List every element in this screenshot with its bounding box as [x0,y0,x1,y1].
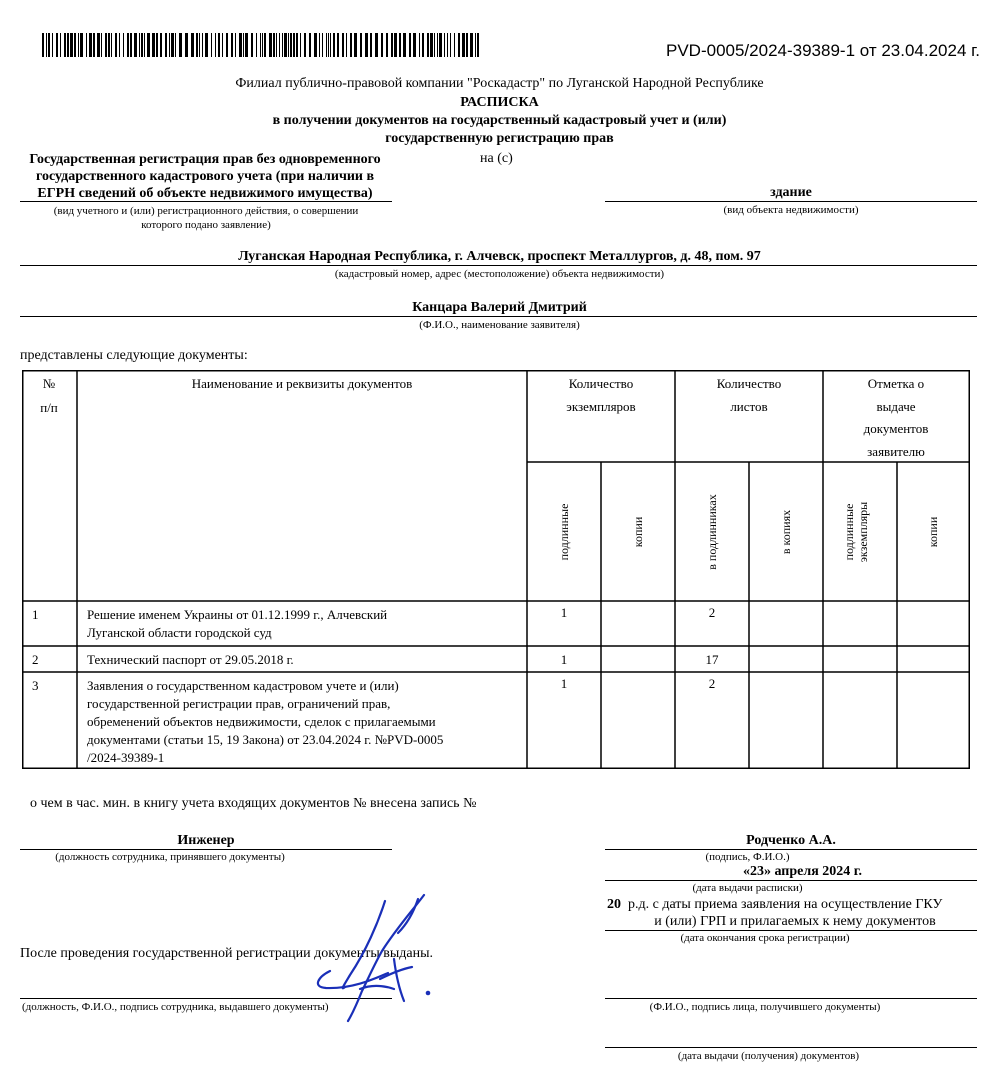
object-type-caption: (вид объекта недвижимости) [723,204,859,216]
barcode-bar [42,33,44,57]
barcode-bar [365,33,368,57]
sub-header-originals: подлинные [557,503,571,561]
registry-note: о чем в час. мин. в книгу учета входящих документов № внесена запись № [30,796,477,811]
deadline-days: 20 [607,897,621,912]
barcode-bar [462,33,465,57]
barcode-bar [454,33,455,57]
barcode-bar [330,33,331,57]
col-num-header: № [42,376,56,391]
action-caption: (вид учетного и (или) регистрационного действия, о совершении которого подано заявление) [53,205,359,231]
barcode-bar [141,33,143,57]
barcode-bar [243,33,244,57]
barcode-bar [196,33,198,57]
barcode-bar [222,33,223,57]
barcode-bar [97,33,100,57]
doc-number: PVD-0005/2024-39389-1 от 23.04.2024 г. [666,41,980,60]
barcode-bar [391,33,393,57]
after-registration-text: После проведения государственной регистрации документы выданы. [20,946,433,961]
barcode-bar [152,33,155,57]
barcode-bar [350,33,352,57]
table-row [32,652,719,667]
row-sheets-originals: 17 [705,652,719,667]
barcode-bar [386,33,388,57]
employee-position-underline [20,849,392,850]
barcode-bar [78,33,79,57]
deadline-text-line2: и (или) ГРП и прилагаемых к нему документов [654,914,936,929]
row-sheets-originals: 2 [708,605,716,620]
barcode-bar [56,33,58,57]
barcode-bar [279,33,280,57]
barcode-icon [42,33,482,57]
barcode-bar [260,33,261,57]
barcode-bar [215,33,216,57]
col-issue-mark-header-3: документов [863,421,929,436]
na-label: на (с) [480,151,513,166]
documents-intro: представлены следующие документы: [20,348,248,363]
barcode-bar [466,33,468,57]
object-type-underline [605,201,977,202]
barcode-bar [304,33,306,57]
barcode-bar [477,33,479,57]
col-copies-count-header-1: Количество [568,376,634,391]
table-row [32,676,715,765]
barcode-bar [46,33,47,57]
barcode-bar [144,33,145,57]
barcode-bar [346,33,347,57]
barcode-bar [475,33,476,57]
barcode-bar [147,33,150,57]
barcode-bar [179,33,182,57]
issuer-caption: (должность, Ф.И.О., подпись сотрудника, выдавшего документы) [22,1001,329,1013]
col-name-header: Наименование и реквизиты документов [191,376,413,391]
barcode-bar [111,33,112,57]
barcode-bar [403,33,406,57]
barcode-bar [169,33,170,57]
barcode-bar [282,33,283,57]
row-doc-name-line: Решение именем Украины от 01.12.1999 г., Алчевский [87,607,388,622]
row-doc-name-line: документами (статьи 15, 19 Закона) от 23.04.2024 г. №PVD-0005 [87,732,444,747]
barcode-bar [342,33,344,57]
col-issue-mark-header-2: выдаче [876,399,916,414]
employee-position: Инженер [177,833,235,848]
table-row [32,605,715,640]
deadline-underline [605,930,977,931]
barcode-bar [413,33,416,57]
barcode-bar [269,33,272,57]
barcode-bar [52,33,53,57]
barcode-bar [470,33,473,57]
receipt-date-underline [605,880,977,881]
receiver-caption: (Ф.И.О., подпись лица, получившего документы) [649,1001,881,1013]
barcode-bar [231,33,233,57]
barcode-bar [430,33,433,57]
barcode-bar [108,33,110,57]
barcode-bar [199,33,200,57]
barcode-bar [235,33,236,57]
row-num: 3 [32,678,39,693]
barcode-bar [437,33,438,57]
barcode-bar [375,33,378,57]
action-underline [20,201,392,202]
barcode-bar [256,33,257,57]
handwritten-signature-icon [300,893,460,1028]
barcode-bar [290,33,292,57]
barcode-bar [360,33,362,57]
col-sheets-count-header-1: Количество [716,376,782,391]
row-num: 2 [32,652,39,667]
barcode-bar [337,33,339,57]
row-doc-name-line: Заявления о государственном кадастровом учете и (или) [87,678,399,693]
barcode-bar [191,33,194,57]
barcode-bar [419,33,420,57]
row-doc-name-line: государственной регистрации прав, ограничений прав, [87,696,391,711]
barcode-bar [171,33,174,57]
barcode-bar [273,33,275,57]
barcode-bar [314,33,317,57]
col-copies-count-header-2: экземпляров [566,399,636,414]
barcode-bar [370,33,372,57]
barcode-bar [80,33,83,57]
sub-header-issued-originals-2: экземпляры [856,501,870,563]
barcode-bar [185,33,188,57]
barcode-bar [160,33,162,57]
barcode-bar [333,33,335,57]
sub-header-issued-originals-1: подлинные [842,503,856,561]
barcode-bar [276,33,277,57]
barcode-bar [427,33,429,57]
row-doc-name-line: /2024-39389-1 [87,750,165,765]
barcode-bar [105,33,107,57]
barcode-bar [175,33,176,57]
barcode-bar [115,33,117,57]
address-underline [20,265,977,266]
address-caption: (кадастровый номер, адрес (местоположение) объекта недвижимости) [334,268,665,280]
col-issue-mark-header-4: заявителю [867,444,925,459]
employee-position-caption: (должность сотрудника, принявшего документы) [55,851,285,863]
barcode-bar [444,33,445,57]
barcode-bar [89,33,92,57]
barcode-bar [165,33,167,57]
sub-header-sheets-copies: в копиях [779,509,793,555]
barcode-bar [67,33,69,57]
barcode-bar [439,33,442,57]
barcode-bar [288,33,289,57]
barcode-bar [48,33,50,57]
applicant-underline [20,316,977,317]
barcode-bar [328,33,329,57]
employee-signer-caption: (подпись, Ф.И.О.) [705,851,790,863]
barcode-bar [300,33,301,57]
barcode-bar [434,33,435,57]
object-address: Луганская Народная Республика, г. Алчевск, проспект Металлургов, д. 48, пом. 97 [238,249,761,264]
barcode-bar [70,33,73,57]
receipt-date: «23» апреля 2024 г. [742,864,863,879]
page-subtitle-line1: в получении документов на государственный кадастровый учет и (или) [272,113,727,128]
barcode-bar [296,33,298,57]
barcode-bar [422,33,424,57]
barcode-bar [409,33,411,57]
applicant-name: Канцара Валерий Дмитрий [412,300,587,315]
barcode-bar [226,33,228,57]
barcode-bar [354,33,357,57]
receipt-date-line-caption: (дата выдачи (получения) документов) [677,1050,860,1062]
barcode-bar [93,33,95,57]
org-name: Филиал публично-правовой компании "Роскадастр" по Луганской Народной Республике [235,76,764,91]
sub-header-issued-copies: копии [926,516,940,548]
row-doc-name-line: Технический паспорт от 29.05.2018 г. [87,652,294,667]
barcode-bar [139,33,140,57]
barcode-bar [399,33,401,57]
barcode-bar [381,33,383,57]
row-doc-name-line: обременений объектов недвижимости, сделок с прилагаемыми [87,714,436,729]
barcode-bar [239,33,242,57]
barcode-bar [319,33,320,57]
barcode-bar [202,33,203,57]
barcode-bar [293,33,295,57]
deadline-caption: (дата окончания срока регистрации) [680,932,850,944]
page-title: РАСПИСКА [460,95,539,110]
barcode-bar [251,33,253,57]
barcode-bar [211,33,212,57]
barcode-bar [322,33,323,57]
row-sheets-originals: 2 [708,676,716,691]
barcode-bar [119,33,120,57]
barcode-bar [134,33,137,57]
object-type: здание [770,185,812,200]
barcode-bar [123,33,124,57]
barcode-bar [326,33,327,57]
receipt-date-caption: (дата выдачи расписки) [692,882,803,894]
col-sheets-count-header-2: листов [730,399,768,414]
documents-table [22,370,970,769]
barcode-bar [86,33,87,57]
barcode-bar [264,33,266,57]
barcode-bar [450,33,451,57]
barcode-bar [458,33,460,57]
barcode-bar [130,33,132,57]
barcode-bar [262,33,263,57]
barcode-bar [245,33,248,57]
employee-signer-underline [605,849,977,850]
col-num-header-sub: п/п [40,400,58,415]
barcode-bar [60,33,61,57]
applicant-caption: (Ф.И.О., наименование заявителя) [419,319,580,331]
barcode-bar [284,33,287,57]
sub-header-sheets-originals: в подлинниках [705,494,719,570]
receiver-underline [605,998,977,999]
row-doc-name-line: Луганской области городской суд [87,625,272,640]
col-issue-mark-header-1: Отметка о [867,376,925,391]
barcode-bar [447,33,448,57]
employee-signer: Родченко А.А. [746,833,836,848]
barcode-bar [74,33,76,57]
barcode-bar [309,33,311,57]
row-originals: 1 [560,652,568,667]
row-num: 1 [32,607,39,622]
sub-header-copies: копии [631,516,645,548]
barcode-bar [64,33,66,57]
row-originals: 1 [560,676,568,691]
barcode-bar [156,33,158,57]
barcode-bar [394,33,397,57]
barcode-bar [127,33,129,57]
row-originals: 1 [560,605,568,620]
barcode-bar [205,33,208,57]
page-subtitle-line2: государственную регистрацию прав [385,131,614,146]
barcode-bar [101,33,102,57]
receipt-date-line [605,1047,977,1048]
deadline-text-line1: р.д. с даты приема заявления на осуществление ГКУ [628,897,943,912]
registration-action: Государственная регистрация прав без одновременного государственного кадастрового учета (при наличии в ЕГРН сведений об объекте недвижимого имущества) [29,152,381,201]
barcode-bar [218,33,220,57]
